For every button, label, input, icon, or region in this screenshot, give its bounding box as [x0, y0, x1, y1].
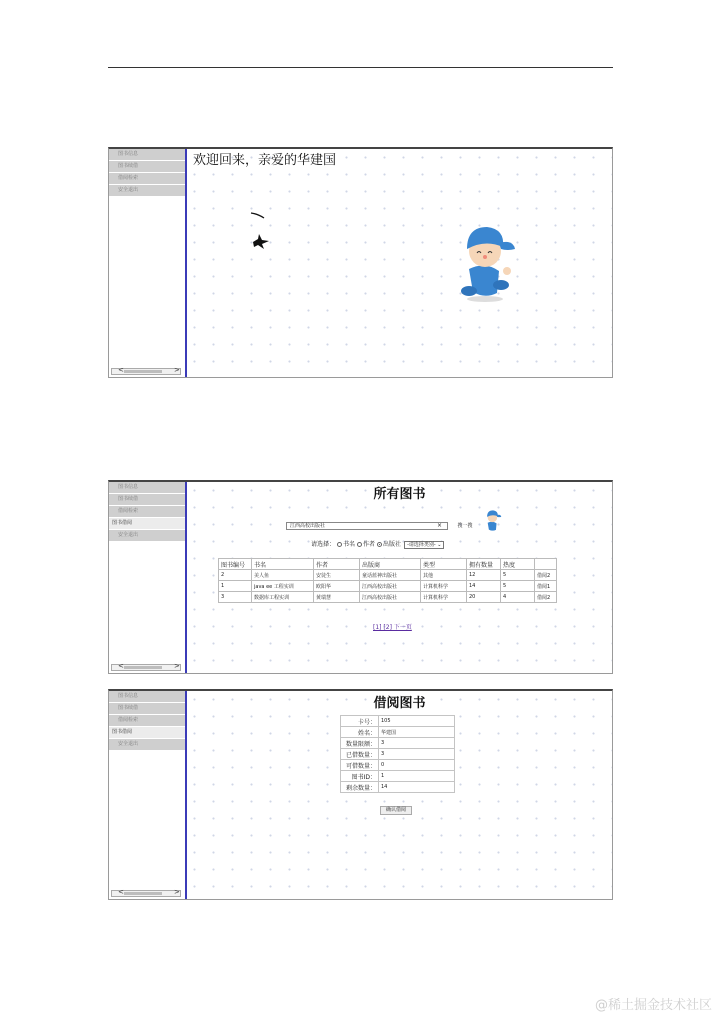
- category-select[interactable]: -请选择类别- ⌄: [404, 541, 444, 549]
- cell-author: 安徒生: [314, 570, 360, 581]
- welcome-message: 欢迎回来，亲爱的华建国: [193, 153, 337, 168]
- menu-renew[interactable]: 图书续借: [109, 494, 185, 505]
- cell-id: 2: [219, 570, 252, 581]
- menu-search[interactable]: 借阅检索: [109, 715, 185, 726]
- cell-publisher: 江西高校出版社: [360, 581, 421, 592]
- radio-publisher-label: 出版社: [383, 541, 402, 548]
- limit-label: 数量限额：: [341, 738, 379, 749]
- borrow-link[interactable]: 借阅1: [535, 581, 557, 592]
- cell-heat: 4: [501, 592, 535, 603]
- cell-author: 欧阳华: [314, 581, 360, 592]
- search-button[interactable]: 搜一搜: [457, 523, 473, 529]
- scroll-thumb[interactable]: [124, 370, 162, 373]
- menu-renew[interactable]: 图书续借: [109, 703, 185, 714]
- borrowed-label: 已借数量：: [341, 749, 379, 760]
- table-row: [219, 581, 557, 592]
- borrow-link[interactable]: 借阅2: [535, 592, 557, 603]
- book-id-value: 1: [379, 771, 455, 782]
- confirm-borrow-button[interactable]: 确认借阅: [380, 806, 412, 815]
- category-select-value: -请选择类别-: [407, 541, 436, 548]
- menu-search[interactable]: 借阅检索: [109, 506, 185, 517]
- radio-title[interactable]: [337, 542, 342, 547]
- cell-heat: 5: [501, 581, 535, 592]
- table-row: [219, 592, 557, 603]
- scroll-left-arrow[interactable]: <: [118, 662, 124, 670]
- col-header-action: [535, 559, 557, 570]
- menu-logout[interactable]: 安全退出: [109, 530, 185, 541]
- card-number-value: 105: [379, 716, 455, 727]
- search-filter: [311, 540, 444, 549]
- scroll-left-arrow[interactable]: <: [118, 366, 124, 374]
- form-row: [341, 760, 455, 771]
- radio-publisher[interactable]: [377, 542, 382, 547]
- cell-author: 黄瑞慧: [314, 592, 360, 603]
- remaining-value: 14: [379, 782, 455, 793]
- sidebar: [109, 482, 185, 673]
- form-row: [341, 771, 455, 782]
- search-input[interactable]: 江西高校出版社: [286, 522, 448, 530]
- cell-type: 计算机科学: [421, 592, 467, 603]
- cell-type: 计算机科学: [421, 581, 467, 592]
- menu-logout[interactable]: 安全退出: [109, 185, 185, 196]
- welcome-content: [187, 149, 612, 377]
- books-table: [218, 558, 557, 603]
- mascot-character-image: [455, 219, 519, 307]
- form-row: [341, 738, 455, 749]
- limit-value: 3: [379, 738, 455, 749]
- menu-book-info[interactable]: 图书信息: [109, 149, 185, 160]
- scroll-right-arrow[interactable]: >: [174, 888, 180, 896]
- menu-book-info[interactable]: 图书信息: [109, 482, 185, 493]
- all-books-screenshot: [108, 480, 613, 674]
- cell-id: 3: [219, 592, 252, 603]
- watermark: @稀土掘金技术社区: [594, 998, 712, 1013]
- table-row: [219, 570, 557, 581]
- col-header-count: 拥有数量: [467, 559, 501, 570]
- page-title: 借阅图书: [373, 696, 426, 711]
- scroll-right-arrow[interactable]: >: [174, 366, 180, 374]
- cell-title: 美人鱼: [252, 570, 314, 581]
- borrow-form: [340, 715, 455, 793]
- sidebar-scrollbar[interactable]: [111, 368, 181, 375]
- col-header-type: 类型: [421, 559, 467, 570]
- scroll-right-arrow[interactable]: >: [174, 662, 180, 670]
- available-label: 可借数量：: [341, 760, 379, 771]
- sidebar: [109, 149, 185, 377]
- cell-count: 12: [467, 570, 501, 581]
- cell-title: java ee 工程实训: [252, 581, 314, 592]
- menu-search[interactable]: 借阅检索: [109, 173, 185, 184]
- page-title: 所有图书: [373, 487, 426, 502]
- welcome-screenshot: [108, 147, 613, 378]
- radio-title-label: 书名: [343, 541, 356, 548]
- top-rule: [108, 67, 613, 68]
- menu-borrow[interactable]: 图书借阅: [109, 518, 185, 529]
- mascot-character-image: [481, 508, 505, 534]
- radio-author[interactable]: [357, 542, 362, 547]
- scroll-left-arrow[interactable]: <: [118, 888, 124, 896]
- sidebar-scrollbar[interactable]: [111, 890, 181, 897]
- bird-icon: [249, 209, 271, 259]
- name-label: 姓名：: [341, 727, 379, 738]
- scroll-thumb[interactable]: [124, 666, 162, 669]
- name-value: 华建国: [379, 727, 455, 738]
- sidebar-scrollbar[interactable]: [111, 664, 181, 671]
- book-id-label: 图书ID：: [341, 771, 379, 782]
- cell-count: 20: [467, 592, 501, 603]
- radio-author-label: 作者: [363, 541, 376, 548]
- form-row: [341, 749, 455, 760]
- cell-publisher: 童话蓝神出版社: [360, 570, 421, 581]
- table-header-row: [219, 559, 557, 570]
- form-row: [341, 782, 455, 793]
- cell-id: 1: [219, 581, 252, 592]
- menu-renew[interactable]: 图书续借: [109, 161, 185, 172]
- pagination[interactable]: [1] [2] 下一页: [373, 624, 412, 631]
- available-value: 0: [379, 760, 455, 771]
- borrowed-value: 3: [379, 749, 455, 760]
- clear-icon[interactable]: ×: [437, 522, 443, 529]
- menu-book-info[interactable]: 图书信息: [109, 691, 185, 702]
- menu-borrow[interactable]: 图书借阅: [109, 727, 185, 738]
- col-header-id: 图书编号: [219, 559, 252, 570]
- borrow-link[interactable]: 借阅2: [535, 570, 557, 581]
- books-content: [187, 482, 612, 673]
- col-header-heat: 热度: [501, 559, 535, 570]
- cell-count: 14: [467, 581, 501, 592]
- cell-type: 其他: [421, 570, 467, 581]
- borrow-content: [187, 691, 612, 899]
- filter-label: 请选择：: [311, 541, 336, 548]
- col-header-author: 作者: [314, 559, 360, 570]
- cell-heat: 5: [501, 570, 535, 581]
- col-header-publisher: 出版商: [360, 559, 421, 570]
- menu-logout[interactable]: 安全退出: [109, 739, 185, 750]
- form-row: [341, 716, 455, 727]
- form-row: [341, 727, 455, 738]
- borrow-screenshot: [108, 689, 613, 900]
- cell-publisher: 江西高校出版社: [360, 592, 421, 603]
- card-number-label: 卡号：: [341, 716, 379, 727]
- col-header-title: 书名: [252, 559, 314, 570]
- remaining-label: 剩余数量：: [341, 782, 379, 793]
- sidebar: [109, 691, 185, 899]
- scroll-thumb[interactable]: [124, 892, 162, 895]
- cell-title: 数据库工程实训: [252, 592, 314, 603]
